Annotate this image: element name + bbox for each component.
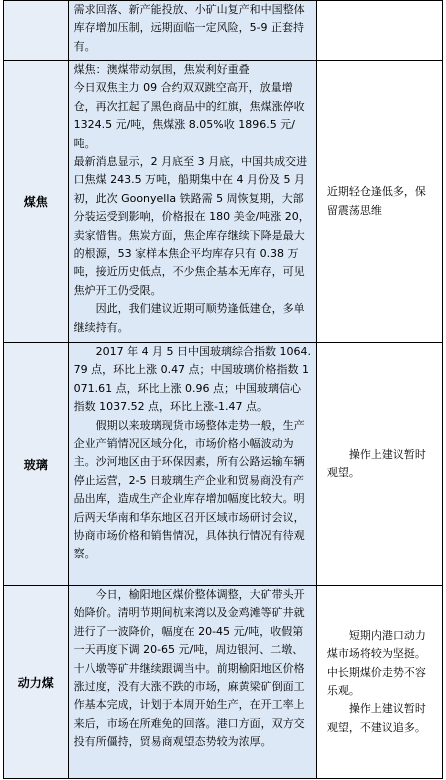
analysis-paragraph: 需求回落、新产能投放、小矿山复产和中国整体库存增加压制，远期面临一定风险，5-9 正套持有。: [73, 3, 305, 53]
advice-text: 操作上建议暂时观望，不建议追多。: [326, 702, 426, 734]
analysis-paragraph: 因此，我们建议近期可顺势逢低建仓，多单继续持有。: [73, 302, 305, 334]
category-label: 玻璃: [23, 457, 48, 472]
category-cell: [4, 1, 69, 61]
advice-cell: [316, 586, 442, 779]
advice-cell: [316, 61, 442, 343]
table-row-continuation: [4, 1, 443, 61]
advice-cell: [316, 1, 442, 61]
category-cell: [4, 61, 69, 343]
analysis-paragraph: 最新消息显示，2 月底至 3 月底，中国共成交进口焦煤 243.5 万吨，船期集中在 4 月份及 5 月初，此次 Goonyella 铁路需 5 周恢复期，大部分装运受到影响，价格报在 180 美金/吨涨 20，卖家惜售。焦炭方面，焦企库存继续下降是最大的根源，53 家样本焦企平均库存只有 0.38 万吨，接近历史低点，不少焦企基本无库存，可见焦炉开工仍受限。: [73, 155, 310, 297]
analysis-cell: [68, 586, 316, 779]
analysis-cell: [68, 61, 316, 343]
category-label: 煤焦: [23, 195, 48, 209]
analysis-paragraph: 今日，榆阳地区煤价整体调整，大矿带头开始降价。清明节期间杭来湾以及金鸡滩等矿井就进行了一波降价，幅度在 20-45 元/吨，收假第一天再度下调 20-65 元/吨，周边银河、二墩、十八墩等矿井继续跟调当中。前期榆阳地区价格涨过度，没有大涨不跌的市场，麻黄梁矿倒面工作基本完成，计划于本周开始生产，在开工率上来后，市场在所难免的回落。港口方面，双方交投有所僵持，贸易商观望态势较为浓厚。: [73, 588, 305, 749]
category-cell: [4, 343, 69, 586]
table-row-glass: [4, 343, 443, 586]
analysis-heading: 煤焦：澳煤带动氛围，焦炭利好重叠: [73, 63, 250, 76]
analysis-paragraph: 今日双焦主力 09 合约双双跳空高开，放量增仓，再次扛起了黑色商品中的红旗，焦煤涨停收 1324.5 元/吨，焦煤涨 8.05%收 1896.5 元/吨。: [73, 81, 305, 150]
advice-text: 近期轻仓逢低多，保留震荡思维: [326, 185, 426, 217]
analysis-cell: [68, 343, 316, 586]
advice-cell: [316, 343, 442, 586]
analysis-cell: [68, 1, 316, 61]
table-row-coke-coal: [4, 61, 443, 343]
analysis-paragraph: 假期以来玻璃现货市场整体走势一般，生产企业产销情况区域分化，市场价格小幅波动为主。沙河地区由于环保因素，所有公路运输车辆停止运营，2-5 日玻璃生产企业和贸易商没有产品出库，造成生产企业库存增加幅度比较大。明后两天华南和华东地区召开区域市场研讨会议，协商市场价格和销售情况，具体执行情况有待观察。: [73, 418, 305, 561]
advice-text: 操作上建议暂时观望。: [326, 447, 426, 479]
advice-text: 短期内港口动力煤市场将较为坚挺。中长期煤价走势不容乐观。: [326, 628, 426, 697]
category-label: 动力煤: [17, 675, 54, 690]
category-cell: [4, 586, 69, 779]
analysis-paragraph: 2017 年 4 月 5 日中国玻璃综合指数 1064.79 点，环比上涨 0.47 点；中国玻璃价格指数 1071.61 点，环比上涨 0.96 点；中国玻璃信心指数 1037.52 点，环比上涨-1.47 点。: [73, 345, 312, 414]
table-row-thermal-coal: [4, 586, 443, 779]
commodity-report-table: [3, 0, 443, 779]
